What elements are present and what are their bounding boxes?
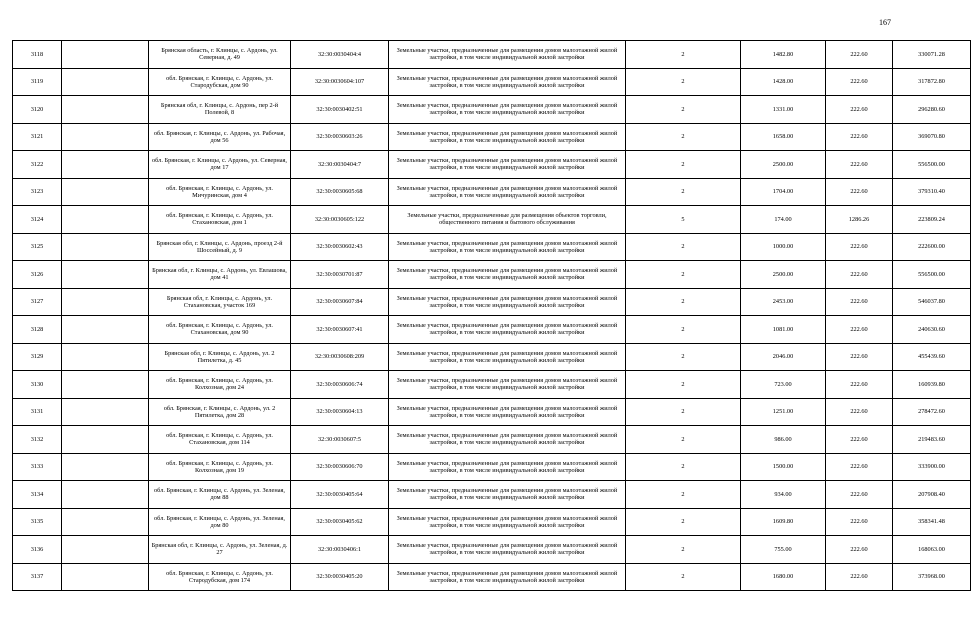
empty-cell <box>62 316 149 344</box>
land-use-cell: Земельные участки, предназначенные для размещения домов малоэтажной жилой застройки, в том числе индивидуальной жилой застройки <box>389 371 626 399</box>
row-number-cell: 3136 <box>13 536 62 564</box>
rate-cell: 222.60 <box>826 316 893 344</box>
row-number-cell: 3122 <box>13 151 62 179</box>
land-use-cell: Земельные участки, предназначенные для размещения домов малоэтажной жилой застройки, в том числе индивидуальной жилой застройки <box>389 508 626 536</box>
empty-cell <box>62 206 149 234</box>
rate-cell: 222.60 <box>826 536 893 564</box>
table-row <box>13 508 971 536</box>
empty-cell <box>62 453 149 481</box>
address-cell: обл. Брянская, г. Клинцы, с. Ардонь, ул. Стародубская, дом 174 <box>149 563 291 591</box>
row-number-cell: 3137 <box>13 563 62 591</box>
row-number-cell: 3119 <box>13 68 62 96</box>
cadastral-number-cell: 32:30:0030604:107 <box>291 68 389 96</box>
empty-cell <box>62 536 149 564</box>
category-cell: 2 <box>626 68 741 96</box>
table-row <box>13 123 971 151</box>
land-use-cell: Земельные участки, предназначенные для размещения домов малоэтажной жилой застройки, в том числе индивидуальной жилой застройки <box>389 96 626 124</box>
rate-cell: 222.60 <box>826 233 893 261</box>
category-cell: 5 <box>626 206 741 234</box>
rate-cell: 222.60 <box>826 178 893 206</box>
cadastral-number-cell: 32:30:0030405:62 <box>291 508 389 536</box>
address-cell: обл. Брянская, г. Клинцы, с. Ардонь, ул. Северная, дом 17 <box>149 151 291 179</box>
category-cell: 2 <box>626 481 741 509</box>
category-cell: 2 <box>626 343 741 371</box>
table-row <box>13 68 971 96</box>
empty-cell <box>62 398 149 426</box>
address-cell: обл. Брянская, г. Клинцы, с. Ардонь, ул. Мичуринская, дом 4 <box>149 178 291 206</box>
empty-cell <box>62 178 149 206</box>
cadastral-number-cell: 32:30:0030604:13 <box>291 398 389 426</box>
cadastral-value-cell: 207908.40 <box>893 481 971 509</box>
address-cell: обл. Брянская, г. Клинцы, с. Ардонь, ул. Зеленая, дом 80 <box>149 508 291 536</box>
row-number-cell: 3130 <box>13 371 62 399</box>
row-number-cell: 3135 <box>13 508 62 536</box>
category-cell: 2 <box>626 261 741 289</box>
category-cell: 2 <box>626 371 741 399</box>
rate-cell: 222.60 <box>826 96 893 124</box>
address-cell: Брянская обл, г. Клинцы, с. Ардонь, проезд 2-й Шоссейный, д. 9 <box>149 233 291 261</box>
table-row <box>13 41 971 69</box>
area-cell: 723.00 <box>741 371 826 399</box>
land-use-cell: Земельные участки, предназначенные для размещения домов малоэтажной жилой застройки, в том числе индивидуальной жилой застройки <box>389 481 626 509</box>
address-cell: обл. Брянская, г. Клинцы, с. Ардонь, ул. Колхозная, дом 19 <box>149 453 291 481</box>
cadastral-value-cell: 333900.00 <box>893 453 971 481</box>
rate-cell: 222.60 <box>826 151 893 179</box>
category-cell: 2 <box>626 151 741 179</box>
cadastral-number-cell: 32:30:0030603:26 <box>291 123 389 151</box>
row-number-cell: 3133 <box>13 453 62 481</box>
category-cell: 2 <box>626 563 741 591</box>
cadastral-number-cell: 32:30:0030404:7 <box>291 151 389 179</box>
empty-cell <box>62 96 149 124</box>
area-cell: 1658.00 <box>741 123 826 151</box>
table-row <box>13 398 971 426</box>
row-number-cell: 3134 <box>13 481 62 509</box>
cadastral-number-cell: 32:30:0030607:5 <box>291 426 389 454</box>
cadastral-value-cell: 546037.80 <box>893 288 971 316</box>
address-cell: Брянская обл, г. Клинцы, с. Ардонь, ул. Зеленая, д. 27 <box>149 536 291 564</box>
address-cell: Брянская обл, г. Клинцы, с. Ардонь, ул. 2 Пятилетка, д. 45 <box>149 343 291 371</box>
category-cell: 2 <box>626 178 741 206</box>
cadastral-number-cell: 32:30:0030404:4 <box>291 41 389 69</box>
address-cell: Брянская обл, г. Клинцы, с. Ардонь, ул. Евлашова, дом 41 <box>149 261 291 289</box>
empty-cell <box>62 481 149 509</box>
address-cell: обл. Брянская, г. Клинцы, с. Ардонь, ул. Колхозная, дом 24 <box>149 371 291 399</box>
cadastral-number-cell: 32:30:0030405:64 <box>291 481 389 509</box>
cadastral-number-cell: 32:30:0030405:20 <box>291 563 389 591</box>
address-cell: обл. Брянская, г. Клинцы, с. Ардонь, ул. Зеленая, дом 88 <box>149 481 291 509</box>
cadastral-value-cell: 358341.48 <box>893 508 971 536</box>
table-row <box>13 453 971 481</box>
land-use-cell: Земельные участки, предназначенные для размещения домов малоэтажной жилой застройки, в том числе индивидуальной жилой застройки <box>389 398 626 426</box>
row-number-cell: 3127 <box>13 288 62 316</box>
address-cell: обл. Брянская, г. Клинцы, с. Ардонь, ул. Стахановская, дом 90 <box>149 316 291 344</box>
row-number-cell: 3131 <box>13 398 62 426</box>
table-row <box>13 426 971 454</box>
land-use-cell: Земельные участки, предназначенные для размещения домов малоэтажной жилой застройки, в том числе индивидуальной жилой застройки <box>389 261 626 289</box>
rate-cell: 222.60 <box>826 426 893 454</box>
row-number-cell: 3126 <box>13 261 62 289</box>
cadastral-value-cell: 455439.60 <box>893 343 971 371</box>
address-cell: Брянская обл, г. Клинцы, с. Ардонь, ул. Стахановская, участок 169 <box>149 288 291 316</box>
table-row <box>13 343 971 371</box>
rate-cell: 222.60 <box>826 508 893 536</box>
table-row <box>13 563 971 591</box>
cadastral-number-cell: 32:30:0030605:122 <box>291 206 389 234</box>
area-cell: 1331.00 <box>741 96 826 124</box>
land-use-cell: Земельные участки, предназначенные для размещения домов малоэтажной жилой застройки, в том числе индивидуальной жилой застройки <box>389 316 626 344</box>
area-cell: 2500.00 <box>741 151 826 179</box>
rate-cell: 222.60 <box>826 563 893 591</box>
category-cell: 2 <box>626 96 741 124</box>
row-number-cell: 3123 <box>13 178 62 206</box>
rate-cell: 222.60 <box>826 481 893 509</box>
land-use-cell: Земельные участки, предназначенные для размещения объектов торговли, общественного питания и бытового обслуживания <box>389 206 626 234</box>
cadastral-value-cell: 219483.60 <box>893 426 971 454</box>
rate-cell: 222.60 <box>826 68 893 96</box>
table-row <box>13 371 971 399</box>
empty-cell <box>62 563 149 591</box>
cadastral-value-cell: 168063.00 <box>893 536 971 564</box>
table-row <box>13 316 971 344</box>
land-use-cell: Земельные участки, предназначенные для размещения домов малоэтажной жилой застройки, в том числе индивидуальной жилой застройки <box>389 453 626 481</box>
rate-cell: 222.60 <box>826 288 893 316</box>
address-cell: обл. Брянская, г. Клинцы, с. Ардонь, ул. Стахановская, дом 114 <box>149 426 291 454</box>
area-cell: 934.00 <box>741 481 826 509</box>
row-number-cell: 3118 <box>13 41 62 69</box>
area-cell: 1680.00 <box>741 563 826 591</box>
category-cell: 2 <box>626 123 741 151</box>
cadastral-value-cell: 240630.60 <box>893 316 971 344</box>
row-number-cell: 3125 <box>13 233 62 261</box>
cadastral-number-cell: 32:30:0030606:74 <box>291 371 389 399</box>
land-use-cell: Земельные участки, предназначенные для размещения домов малоэтажной жилой застройки, в том числе индивидуальной жилой застройки <box>389 68 626 96</box>
table-row <box>13 481 971 509</box>
table-row <box>13 96 971 124</box>
cadastral-value-cell: 278472.60 <box>893 398 971 426</box>
land-use-cell: Земельные участки, предназначенные для размещения домов малоэтажной жилой застройки, в том числе индивидуальной жилой застройки <box>389 536 626 564</box>
row-number-cell: 3132 <box>13 426 62 454</box>
rate-cell: 222.60 <box>826 371 893 399</box>
land-use-cell: Земельные участки, предназначенные для размещения домов малоэтажной жилой застройки, в том числе индивидуальной жилой застройки <box>389 233 626 261</box>
row-number-cell: 3121 <box>13 123 62 151</box>
area-cell: 174.00 <box>741 206 826 234</box>
cadastral-number-cell: 32:30:0030606:70 <box>291 453 389 481</box>
empty-cell <box>62 288 149 316</box>
category-cell: 2 <box>626 398 741 426</box>
cadastral-number-cell: 32:30:0030402:51 <box>291 96 389 124</box>
category-cell: 2 <box>626 508 741 536</box>
land-use-cell: Земельные участки, предназначенные для размещения домов малоэтажной жилой застройки, в том числе индивидуальной жилой застройки <box>389 123 626 151</box>
row-number-cell: 3129 <box>13 343 62 371</box>
rate-cell: 222.60 <box>826 123 893 151</box>
area-cell: 2453.00 <box>741 288 826 316</box>
cadastral-number-cell: 32:30:0030602:43 <box>291 233 389 261</box>
table-row <box>13 206 971 234</box>
category-cell: 2 <box>626 288 741 316</box>
empty-cell <box>62 41 149 69</box>
empty-cell <box>62 151 149 179</box>
category-cell: 2 <box>626 453 741 481</box>
cadastral-number-cell: 32:30:0030701:87 <box>291 261 389 289</box>
empty-cell <box>62 233 149 261</box>
cadastral-number-cell: 32:30:0030608:209 <box>291 343 389 371</box>
cadastral-value-cell: 223809.24 <box>893 206 971 234</box>
category-cell: 2 <box>626 41 741 69</box>
rate-cell: 222.60 <box>826 343 893 371</box>
land-use-cell: Земельные участки, предназначенные для размещения домов малоэтажной жилой застройки, в том числе индивидуальной жилой застройки <box>389 151 626 179</box>
cadastral-value-cell: 379310.40 <box>893 178 971 206</box>
row-number-cell: 3124 <box>13 206 62 234</box>
land-use-cell: Земельные участки, предназначенные для размещения домов малоэтажной жилой застройки, в том числе индивидуальной жилой застройки <box>389 426 626 454</box>
empty-cell <box>62 123 149 151</box>
empty-cell <box>62 371 149 399</box>
cadastral-value-cell: 369070.80 <box>893 123 971 151</box>
cadastral-number-cell: 32:30:0030607:41 <box>291 316 389 344</box>
area-cell: 1482.80 <box>741 41 826 69</box>
table-row <box>13 261 971 289</box>
cadastral-value-cell: 222600.00 <box>893 233 971 261</box>
land-use-cell: Земельные участки, предназначенные для размещения домов малоэтажной жилой застройки, в том числе индивидуальной жилой застройки <box>389 41 626 69</box>
cadastral-value-cell: 317872.80 <box>893 68 971 96</box>
cadastral-value-cell: 556500.00 <box>893 151 971 179</box>
area-cell: 1000.00 <box>741 233 826 261</box>
category-cell: 2 <box>626 426 741 454</box>
category-cell: 2 <box>626 536 741 564</box>
cadastral-value-cell: 556500.00 <box>893 261 971 289</box>
cadastral-number-cell: 32:30:0030605:68 <box>291 178 389 206</box>
area-cell: 2500.00 <box>741 261 826 289</box>
cadastral-number-cell: 32:30:0030406:1 <box>291 536 389 564</box>
empty-cell <box>62 426 149 454</box>
table-row <box>13 178 971 206</box>
category-cell: 2 <box>626 233 741 261</box>
cadastral-value-cell: 373968.00 <box>893 563 971 591</box>
table-row <box>13 288 971 316</box>
address-cell: Брянская обл, г. Клинцы, с. Ардонь, пер 2-й Полевой, 8 <box>149 96 291 124</box>
address-cell: Брянская область, г. Клинцы, с. Ардонь, ул. Северная, д. 49 <box>149 41 291 69</box>
table-row <box>13 536 971 564</box>
address-cell: обл. Брянская, г. Клинцы, с. Ардонь, ул. Стародубская, дом 90 <box>149 68 291 96</box>
category-cell: 2 <box>626 316 741 344</box>
area-cell: 1081.00 <box>741 316 826 344</box>
area-cell: 986.00 <box>741 426 826 454</box>
rate-cell: 1286.26 <box>826 206 893 234</box>
cadastral-value-cell: 296280.60 <box>893 96 971 124</box>
cadastral-number-cell: 32:30:0030607:84 <box>291 288 389 316</box>
area-cell: 1428.00 <box>741 68 826 96</box>
address-cell: обл. Брянская, г. Клинцы, с. Ардонь, ул. 2 Пятилетка, дом 28 <box>149 398 291 426</box>
area-cell: 1609.80 <box>741 508 826 536</box>
table-row <box>13 233 971 261</box>
rate-cell: 222.60 <box>826 41 893 69</box>
page-number: 167 <box>879 18 891 27</box>
area-cell: 2046.00 <box>741 343 826 371</box>
area-cell: 755.00 <box>741 536 826 564</box>
land-use-cell: Земельные участки, предназначенные для размещения домов малоэтажной жилой застройки, в том числе индивидуальной жилой застройки <box>389 343 626 371</box>
cadastral-value-cell: 330071.28 <box>893 41 971 69</box>
land-registry-table <box>12 40 971 591</box>
cadastral-value-cell: 160939.80 <box>893 371 971 399</box>
area-cell: 1251.00 <box>741 398 826 426</box>
empty-cell <box>62 261 149 289</box>
rate-cell: 222.60 <box>826 261 893 289</box>
land-use-cell: Земельные участки, предназначенные для размещения домов малоэтажной жилой застройки, в том числе индивидуальной жилой застройки <box>389 563 626 591</box>
row-number-cell: 3128 <box>13 316 62 344</box>
area-cell: 1500.00 <box>741 453 826 481</box>
rate-cell: 222.60 <box>826 453 893 481</box>
table-row <box>13 151 971 179</box>
address-cell: обл. Брянская, г. Клинцы, с. Ардонь, ул. Рабочая, дом 56 <box>149 123 291 151</box>
empty-cell <box>62 68 149 96</box>
land-use-cell: Земельные участки, предназначенные для размещения домов малоэтажной жилой застройки, в том числе индивидуальной жилой застройки <box>389 288 626 316</box>
empty-cell <box>62 343 149 371</box>
land-use-cell: Земельные участки, предназначенные для размещения домов малоэтажной жилой застройки, в том числе индивидуальной жилой застройки <box>389 178 626 206</box>
empty-cell <box>62 508 149 536</box>
row-number-cell: 3120 <box>13 96 62 124</box>
rate-cell: 222.60 <box>826 398 893 426</box>
registry-body <box>13 41 971 591</box>
area-cell: 1704.00 <box>741 178 826 206</box>
address-cell: обл. Брянская, г. Клинцы, с. Ардонь, ул. Стахановская, дом 1 <box>149 206 291 234</box>
